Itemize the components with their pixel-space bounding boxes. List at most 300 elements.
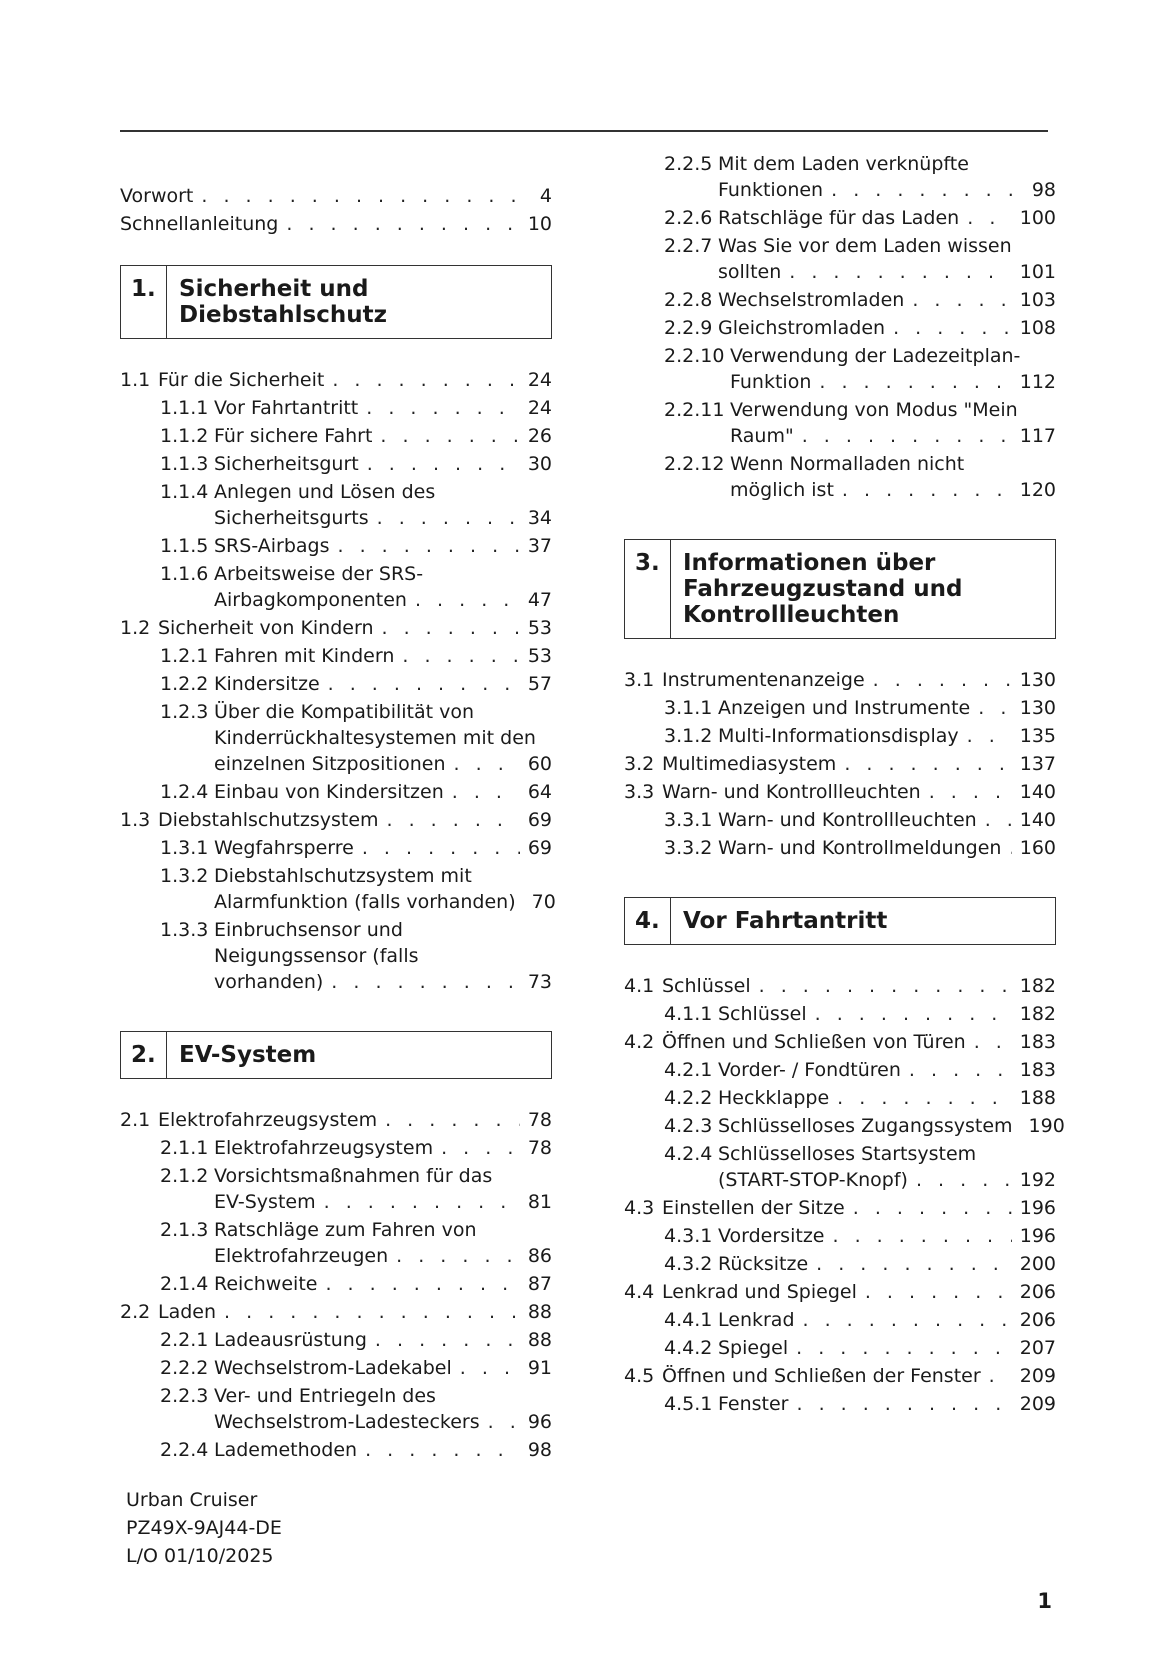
toc-entry-number: 1.2.1 xyxy=(160,645,209,667)
chapter-title xyxy=(671,898,899,944)
toc-entry-number: 3.1.1 xyxy=(664,697,713,719)
toc-entry-page: 183 xyxy=(1019,1059,1056,1081)
dot-leader xyxy=(452,779,520,805)
toc-entry[interactable] xyxy=(624,1279,1056,1305)
dot-leader xyxy=(974,1029,1012,1055)
toc-entry-page: 30 xyxy=(527,453,552,475)
dot-leader xyxy=(844,751,1011,777)
toc-entry-number: 2.2.4 xyxy=(160,1439,209,1461)
toc-entry-title-line: Mit dem Laden verknüpfte xyxy=(718,153,969,175)
toc-entry[interactable] xyxy=(624,397,1056,449)
toc-entry-title-line: Vor Fahrtantritt xyxy=(214,397,359,419)
toc-entry-number: 1.1.6 xyxy=(160,563,209,585)
toc-entry[interactable] xyxy=(624,1251,1056,1277)
toc-entry-title-line: Was Sie vor dem Laden wissen xyxy=(718,235,1012,257)
toc-entry-title-line: Wegfahrsperre xyxy=(214,837,354,859)
toc-entry[interactable] xyxy=(120,1217,552,1269)
toc-entry[interactable] xyxy=(120,807,552,833)
chapter-number: 4. xyxy=(625,898,671,944)
toc-entry[interactable] xyxy=(120,1299,552,1325)
toc-entry-number: 4.1.1 xyxy=(664,1003,713,1025)
toc-entry[interactable] xyxy=(120,671,552,697)
toc-entry-title-line: Neigungssensor (falls xyxy=(214,945,419,967)
toc-entry[interactable] xyxy=(120,183,552,209)
toc-entry[interactable] xyxy=(120,211,552,237)
toc-entry-page: 192 xyxy=(1019,1169,1056,1191)
toc-entry-page: 53 xyxy=(527,617,552,639)
dot-leader xyxy=(201,183,532,209)
chapter-title-line: EV-System xyxy=(179,1042,317,1068)
toc-entry-title-line: Multi-Informationsdisplay xyxy=(718,725,959,747)
toc-entry-title-line: Schnellanleitung xyxy=(120,213,279,235)
dot-leader xyxy=(978,695,1012,721)
toc-entry-page: 78 xyxy=(527,1137,552,1159)
toc-entry[interactable] xyxy=(624,1141,1056,1193)
toc-entry[interactable] xyxy=(624,1085,1056,1111)
dot-leader xyxy=(759,973,1012,999)
toc-entry-title-line: Lademethoden xyxy=(214,1439,358,1461)
dot-leader xyxy=(832,1223,1011,1249)
toc-entry[interactable] xyxy=(120,423,552,449)
toc-entry-number: 2.2.2 xyxy=(160,1357,209,1379)
toc-entry-number: 1.1.5 xyxy=(160,535,209,557)
toc-entry-number: 2.2.8 xyxy=(664,289,713,311)
toc-entry[interactable] xyxy=(624,973,1056,999)
toc-entry-number: 3.1 xyxy=(624,669,655,691)
toc-entry-page: 117 xyxy=(1019,425,1056,447)
toc-entry[interactable] xyxy=(624,1057,1056,1083)
dot-leader xyxy=(331,969,520,995)
toc-entry-number: 2.2.10 xyxy=(664,345,725,367)
dot-leader xyxy=(377,505,520,531)
dot-leader xyxy=(224,1299,520,1325)
toc-entry-title-line: Ladeausrüstung xyxy=(214,1329,367,1351)
toc-entry-number: 1.3 xyxy=(120,809,151,831)
toc-entry-title-line: Sicherheit von Kindern xyxy=(158,617,374,639)
toc-entry-title-line: EV-System xyxy=(214,1191,316,1213)
toc-entry-title-line: Spiegel xyxy=(718,1337,789,1359)
toc-entry-number: 3.1.2 xyxy=(664,725,713,747)
toc-entry[interactable] xyxy=(624,151,1056,203)
toc-entry-title-line: Wechselstromladen xyxy=(718,289,905,311)
toc-entry-title-line: Für die Sicherheit xyxy=(158,369,325,391)
toc-entry-title-line: Fenster xyxy=(718,1393,789,1415)
toc-entry-title-line: Reichweite xyxy=(214,1273,318,1295)
toc-entry[interactable] xyxy=(120,1271,552,1297)
dot-leader xyxy=(375,1327,520,1353)
toc-entry-number: 2.2 xyxy=(120,1301,151,1323)
toc-entry-title-line: Anzeigen und Instrumente xyxy=(718,697,971,719)
toc-entry[interactable] xyxy=(624,1113,1065,1139)
document-footer xyxy=(126,1486,282,1570)
chapter-2-sections xyxy=(120,1107,552,1463)
toc-entry-title-line: Diebstahlschutzsystem xyxy=(158,809,379,831)
chapter-3-header[interactable] xyxy=(624,539,1056,639)
toc-entry-number: 2.2.9 xyxy=(664,317,713,339)
dot-leader xyxy=(366,395,520,421)
toc-entry-number: 2.2.3 xyxy=(160,1385,209,1407)
toc-entry-page: 98 xyxy=(527,1439,552,1461)
toc-entry-page: 112 xyxy=(1019,371,1056,393)
dot-leader xyxy=(893,315,1012,341)
toc-right-column xyxy=(624,151,1065,1419)
toc-entry-page: 137 xyxy=(1019,753,1056,775)
toc-entry-page: 78 xyxy=(527,1109,552,1131)
toc-entry-page: 53 xyxy=(527,645,552,667)
toc-entry-number: 1.1 xyxy=(120,369,151,391)
dot-leader xyxy=(286,211,519,237)
toc-entry-title-line: Arbeitsweise der SRS- xyxy=(214,563,424,585)
dot-leader xyxy=(909,1057,1012,1083)
toc-entry[interactable] xyxy=(120,561,552,613)
toc-entry-title-line: möglich ist xyxy=(730,479,834,501)
chapter-title-line: Diebstahlschutz xyxy=(179,302,387,328)
toc-entry-title-line: Raum" xyxy=(730,425,794,447)
toc-entry-title-line: Elektrofahrzeugsystem xyxy=(214,1137,434,1159)
toc-entry-number: 4.3 xyxy=(624,1197,655,1219)
toc-entry-title-line: Einbau von Kindersitzen xyxy=(214,781,444,803)
toc-entry-title-line: Funktionen xyxy=(718,179,824,201)
toc-entry[interactable] xyxy=(120,835,552,861)
toc-entry-title-line: Laden xyxy=(158,1301,217,1323)
toc-entry-title-line: Diebstahlschutzsystem mit xyxy=(214,865,472,887)
chapter-title xyxy=(167,266,399,338)
dot-leader xyxy=(488,1409,520,1435)
toc-entry[interactable] xyxy=(120,1355,552,1381)
dot-leader xyxy=(985,807,1012,833)
toc-entry-number: 4.2.3 xyxy=(664,1115,713,1137)
toc-entry[interactable] xyxy=(624,1001,1056,1027)
toc-entry-page: 120 xyxy=(1019,479,1056,501)
toc-entry[interactable] xyxy=(120,367,552,393)
dot-leader xyxy=(338,533,520,559)
toc-entry-number: 2.1.2 xyxy=(160,1165,209,1187)
toc-entry-page: 130 xyxy=(1019,669,1056,691)
toc-entry[interactable] xyxy=(624,1029,1056,1055)
toc-entry-number: 4.3.1 xyxy=(664,1225,713,1247)
toc-entry[interactable] xyxy=(120,395,552,421)
toc-entry[interactable] xyxy=(624,667,1056,693)
toc-entry[interactable] xyxy=(624,1307,1056,1333)
dot-leader xyxy=(912,287,1011,313)
toc-entry-number: 2.2.12 xyxy=(664,453,725,475)
dot-leader xyxy=(396,1243,520,1269)
toc-entry-number: 2.1.3 xyxy=(160,1219,209,1241)
toc-entry-number: 1.2 xyxy=(120,617,151,639)
toc-entry-title-line: Verwendung der Ladezeitplan- xyxy=(730,345,1021,367)
toc-entry-title-line: Elektrofahrzeugen xyxy=(214,1245,389,1267)
toc-entry-title-line: vorhanden) xyxy=(214,971,324,993)
dot-leader xyxy=(415,587,520,613)
toc-entry-title-line: Schlüssel xyxy=(662,975,751,997)
chapter-title-line: Informationen über xyxy=(683,550,936,576)
toc-entry-title-line: Funktion xyxy=(730,371,812,393)
toc-entry-title-line: Einstellen der Sitze xyxy=(662,1197,845,1219)
toc-left-column xyxy=(120,183,556,1465)
toc-entry-page: 96 xyxy=(527,1411,552,1433)
toc-entry[interactable] xyxy=(120,863,556,915)
chapter-1-header[interactable] xyxy=(120,265,552,339)
footer-model: Urban Cruiser xyxy=(126,1489,258,1511)
toc-entry[interactable] xyxy=(120,643,552,669)
toc-entry[interactable] xyxy=(624,451,1056,503)
toc-entry-title-line: Wechselstrom-Ladesteckers xyxy=(214,1411,480,1433)
toc-entry-number: 2.2.6 xyxy=(664,207,713,229)
dot-leader xyxy=(382,615,520,641)
toc-entry[interactable] xyxy=(624,343,1056,395)
toc-entry-title-line: Ratschläge für das Laden xyxy=(718,207,960,229)
toc-entry-title-line: Schlüsselloses Startsystem xyxy=(718,1143,977,1165)
dot-leader xyxy=(328,671,520,697)
toc-entry-page: 101 xyxy=(1019,261,1056,283)
chapter-4-header[interactable] xyxy=(624,897,1056,945)
toc-entry-number: 2.2.1 xyxy=(160,1329,209,1351)
toc-entry[interactable] xyxy=(624,205,1056,231)
dot-leader xyxy=(385,1107,520,1133)
toc-entry-title-line: Warn- und Kontrollleuchten xyxy=(662,781,921,803)
toc-entry-title-line: Airbagkomponenten xyxy=(214,589,407,611)
toc-entry-page: 196 xyxy=(1019,1197,1056,1219)
toc-entry[interactable] xyxy=(624,695,1056,721)
toc-entry[interactable] xyxy=(120,699,552,777)
toc-entry-title-line: Ver- und Entriegeln des xyxy=(214,1385,436,1407)
chapter-number: 3. xyxy=(625,540,671,638)
toc-entry-title-line: Warn- und Kontrollleuchten xyxy=(718,809,977,831)
toc-entry[interactable] xyxy=(120,533,552,559)
toc-entry-number: 1.1.2 xyxy=(160,425,209,447)
toc-entry-page: 140 xyxy=(1019,781,1056,803)
toc-entry-title-line: Für sichere Fahrt xyxy=(214,425,373,447)
toc-entry-page: 64 xyxy=(527,781,552,803)
toc-entry-number: 2.1.1 xyxy=(160,1137,209,1159)
toc-entry-page: 209 xyxy=(1019,1365,1056,1387)
footer-date: L/O 01/10/2025 xyxy=(126,1545,274,1567)
chapter-4-sections xyxy=(624,973,1065,1417)
toc-entry-title-line: Vorwort xyxy=(120,185,194,207)
dot-leader xyxy=(460,1355,520,1381)
dot-leader xyxy=(325,1271,519,1297)
chapter-title xyxy=(167,1032,328,1078)
toc-entry-title-line: Wechselstrom-Ladekabel xyxy=(214,1357,452,1379)
toc-entry-number: 1.2.4 xyxy=(160,781,209,803)
chapter-2-header[interactable] xyxy=(120,1031,552,1079)
toc-entry-page: 140 xyxy=(1019,809,1056,831)
toc-entry-number: 2.2.11 xyxy=(664,399,725,421)
toc-entry-title-line: Kindersitze xyxy=(214,673,320,695)
dot-leader xyxy=(873,667,1012,693)
toc-entry-title-line: SRS-Airbags xyxy=(214,535,330,557)
dot-leader xyxy=(796,1335,1012,1361)
toc-entry-page: 57 xyxy=(527,673,552,695)
toc-entry-page: 26 xyxy=(527,425,552,447)
dot-leader xyxy=(380,423,519,449)
toc-entry-number: 4.4.2 xyxy=(664,1337,713,1359)
toc-entry-number: 1.3.2 xyxy=(160,865,209,887)
toc-entry[interactable] xyxy=(624,779,1056,805)
toc-entry[interactable] xyxy=(120,779,552,805)
toc-entry-page: 70 xyxy=(531,891,556,913)
toc-entry-page: 73 xyxy=(527,971,552,993)
toc-entry[interactable] xyxy=(120,451,552,477)
dot-leader xyxy=(367,451,520,477)
toc-entry-number: 3.3.2 xyxy=(664,837,713,859)
toc-entry-page: 37 xyxy=(527,535,552,557)
dot-leader xyxy=(802,423,1012,449)
toc-entry-page: 206 xyxy=(1019,1309,1056,1331)
dot-leader xyxy=(967,205,1012,231)
toc-entry[interactable] xyxy=(120,1107,552,1133)
chapter-title-line: Sicherheit und xyxy=(179,276,369,302)
chapter-2-sections-cont xyxy=(624,151,1056,503)
toc-entry[interactable] xyxy=(120,917,552,995)
toc-entry-title-line: Alarmfunktion (falls vorhanden) xyxy=(214,891,516,913)
toc-entry-page: 160 xyxy=(1019,837,1056,859)
chapter-title-line: Fahrzeugzustand und xyxy=(683,576,963,602)
toc-entry-number: 4.2.1 xyxy=(664,1059,713,1081)
dot-leader xyxy=(387,807,520,833)
toc-entry[interactable] xyxy=(120,1437,552,1463)
chapter-title xyxy=(671,540,974,638)
toc-entry-page: 10 xyxy=(527,213,552,235)
toc-entry-number: 1.3.3 xyxy=(160,919,209,941)
toc-entry-page: 108 xyxy=(1019,317,1056,339)
toc-entry-number: 2.1 xyxy=(120,1109,151,1131)
toc-entry-title-line: Kinderrückhaltesystemen mit den xyxy=(214,727,536,749)
toc-entry-number: 1.1.1 xyxy=(160,397,209,419)
toc-entry-number: 2.2.5 xyxy=(664,153,713,175)
toc-entry-number: 1.2.2 xyxy=(160,673,209,695)
dot-leader xyxy=(865,1279,1012,1305)
toc-entry-title-line: Sicherheitsgurts xyxy=(214,507,369,529)
chapter-title-line: Kontrollleuchten xyxy=(683,602,900,628)
toc-entry-page: 88 xyxy=(527,1301,552,1323)
toc-entry-title-line: Gleichstromladen xyxy=(718,317,886,339)
toc-entry-page: 47 xyxy=(527,589,552,611)
toc-entry-page: 100 xyxy=(1019,207,1056,229)
dot-leader xyxy=(831,177,1024,203)
toc-entry-page: 24 xyxy=(527,397,552,419)
toc-entry-title-line: Sicherheitsgurt xyxy=(214,453,359,475)
chapter-1-sections xyxy=(120,367,556,995)
toc-entry-number: 1.1.3 xyxy=(160,453,209,475)
toc-entry-number: 4.2 xyxy=(624,1031,655,1053)
toc-entry-number: 2.1.4 xyxy=(160,1273,209,1295)
toc-entry-number: 3.2 xyxy=(624,753,655,775)
toc-entry-number: 1.2.3 xyxy=(160,701,209,723)
dot-leader xyxy=(815,1001,1012,1027)
toc-entry-number: 4.5 xyxy=(624,1365,655,1387)
dot-leader xyxy=(402,643,519,669)
toc-entry-page: 98 xyxy=(1031,179,1056,201)
toc-entry[interactable] xyxy=(624,807,1056,833)
dot-leader xyxy=(365,1437,520,1463)
toc-entry-number: 4.1 xyxy=(624,975,655,997)
toc-entry[interactable] xyxy=(624,315,1056,341)
dot-leader xyxy=(803,1307,1012,1333)
toc-entry-title-line: Elektrofahrzeugsystem xyxy=(158,1109,378,1131)
toc-entry-page: 200 xyxy=(1019,1253,1056,1275)
toc-entry[interactable] xyxy=(624,1195,1056,1221)
dot-leader xyxy=(796,1391,1011,1417)
toc-entry-number: 2.2.7 xyxy=(664,235,713,257)
toc-entry[interactable] xyxy=(624,287,1056,313)
chapter-3-sections xyxy=(624,667,1056,861)
toc-entry-number: 4.4.1 xyxy=(664,1309,713,1331)
page-number: 1 xyxy=(1037,1589,1052,1613)
footer-code: PZ49X-9AJ44-DE xyxy=(126,1517,282,1539)
toc-entry-title-line: Verwendung von Modus "Mein xyxy=(730,399,1018,421)
toc-entry-title-line: Multimediasystem xyxy=(662,753,837,775)
dot-leader xyxy=(789,259,1011,285)
toc-entry[interactable] xyxy=(624,723,1056,749)
dot-leader xyxy=(362,835,520,861)
toc-entry[interactable] xyxy=(120,1135,552,1161)
toc-entry[interactable] xyxy=(624,1335,1056,1361)
toc-entry-title-line: Über die Kompatibilität von xyxy=(214,701,475,723)
toc-entry-title-line: (START-STOP-Knopf) xyxy=(718,1169,908,1191)
toc-entry-page: 207 xyxy=(1019,1337,1056,1359)
toc-entry-title-line: sollten xyxy=(718,261,782,283)
toc-entry[interactable] xyxy=(120,1163,552,1215)
toc-entry-page: 182 xyxy=(1019,975,1056,997)
chapter-title-line: Vor Fahrtantritt xyxy=(683,908,888,934)
toc-entry-page: 91 xyxy=(527,1357,552,1379)
chapter-number: 1. xyxy=(121,266,167,338)
toc-entry[interactable] xyxy=(624,233,1056,285)
toc-entry[interactable] xyxy=(624,751,1056,777)
toc-entry-page: 209 xyxy=(1019,1393,1056,1415)
top-rule xyxy=(120,130,1048,132)
toc-entry[interactable] xyxy=(120,1383,552,1435)
toc-entry-page: 182 xyxy=(1019,1003,1056,1025)
toc-entry-title-line: Wenn Normalladen nicht xyxy=(730,453,965,475)
toc-entry-page: 190 xyxy=(1028,1115,1065,1137)
toc-entry-page: 130 xyxy=(1019,697,1056,719)
dot-leader xyxy=(454,751,520,777)
toc-entry-number: 1.1.4 xyxy=(160,481,209,503)
toc-entry[interactable] xyxy=(120,615,552,641)
toc-entry[interactable] xyxy=(624,1391,1056,1417)
toc-entry-page: 34 xyxy=(527,507,552,529)
toc-entry-title-line: einzelnen Sitzpositionen xyxy=(214,753,446,775)
toc-entry-title-line: Öffnen und Schließen von Türen xyxy=(662,1031,966,1053)
toc-entry-number: 1.3.1 xyxy=(160,837,209,859)
toc-entry-number: 4.2.4 xyxy=(664,1143,713,1165)
toc-entry-title-line: Einbruchsensor und xyxy=(214,919,403,941)
dot-leader xyxy=(441,1135,520,1161)
toc-entry-page: 69 xyxy=(527,837,552,859)
toc-entry-number: 4.4 xyxy=(624,1281,655,1303)
toc-entry[interactable] xyxy=(120,479,552,531)
dot-leader xyxy=(816,1251,1012,1277)
toc-entry-title-line: Lenkrad xyxy=(718,1309,795,1331)
toc-entry-title-line: Heckklappe xyxy=(718,1087,830,1109)
toc-entry-page: 24 xyxy=(527,369,552,391)
toc-entry-page: 86 xyxy=(527,1245,552,1267)
toc-entry[interactable] xyxy=(120,1327,552,1353)
toc-entry[interactable] xyxy=(624,1223,1056,1249)
toc-entry-title-line: Vorsichtsmaßnahmen für das xyxy=(214,1165,493,1187)
dot-leader xyxy=(916,1167,1012,1193)
toc-entry[interactable] xyxy=(624,1363,1056,1389)
dot-leader xyxy=(842,477,1012,503)
toc-entry[interactable] xyxy=(624,835,1056,861)
toc-entry-title-line: Lenkrad und Spiegel xyxy=(662,1281,857,1303)
dot-leader xyxy=(324,1189,520,1215)
toc-entry-title-line: Rücksitze xyxy=(718,1253,809,1275)
toc-entry-page: 88 xyxy=(527,1329,552,1351)
toc-entry-number: 3.3.1 xyxy=(664,809,713,831)
